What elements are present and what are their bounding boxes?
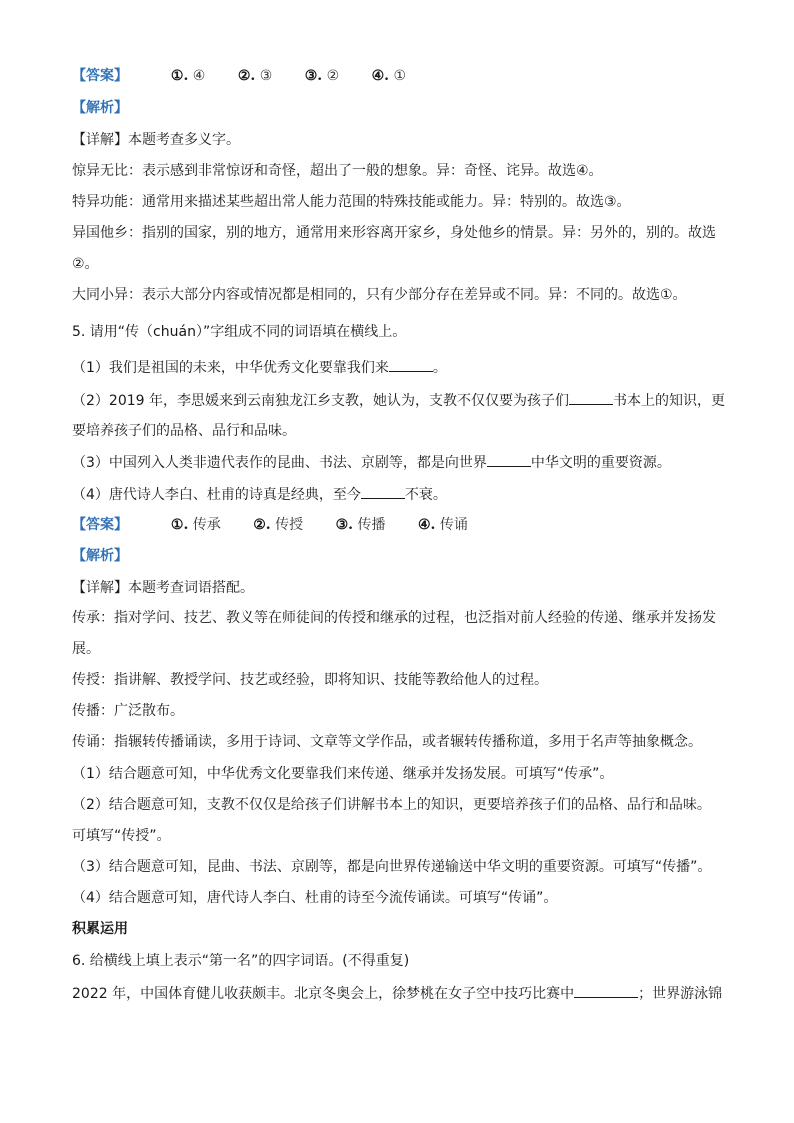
q4-answer-1: ①. ④ — [170, 68, 206, 84]
blank-line[interactable] — [361, 484, 405, 499]
q5-answer-2: ②. 传授 — [253, 517, 304, 533]
q5-answer-line — [72, 515, 734, 535]
q4-answer-line — [72, 66, 734, 86]
q4-analysis-label: 【解析】 — [72, 100, 128, 116]
blank-line[interactable] — [569, 390, 613, 405]
q5-analysis-label: 【解析】 — [72, 548, 128, 564]
q5-explain-line: 传诵：指辗转传播诵读，多用于诗词、文章等文学作品，或者辗转传播称道，多用于名声等抽象概念。 — [72, 734, 702, 750]
q5-explain-line: （2）结合题意可知，支教不仅仅是给孩子们讲解书本上的知识，更要培养孩子们的品格、品行和品味。 — [72, 797, 711, 813]
q5-sentence-2-cont: 要培养孩子们的品格、品行和品味。 — [72, 423, 296, 439]
q5-detail: 【详解】本题考查词语搭配。 — [72, 580, 254, 596]
answer-label: 【答案】 — [72, 517, 128, 533]
q4-explain-line: 异国他乡：指别的国家，别的地方，通常用来形容离开家乡，身处他乡的情景。异：另外的，别的。故选 — [72, 225, 716, 241]
q5-stem: 5. 请用“传（chuán）”字组成不同的词语填在横线上。 — [72, 324, 407, 340]
q4-explain-line: 大同小异：表示大部分内容或情况都是相同的，只有少部分存在差异或不同。异：不同的。故选①。 — [72, 287, 687, 303]
q5-explain-line: 可填写“传授”。 — [72, 828, 171, 844]
q5-explain-line: 展。 — [72, 641, 100, 657]
blank-line[interactable] — [574, 983, 638, 998]
q4-answer-4: ④. ① — [371, 68, 407, 84]
q5-sentence-1: （1）我们是祖国的未来，中华优秀文化要靠我们来 。 — [72, 357, 734, 378]
q5-sentence-3: （3）中国列入人类非遗代表作的昆曲、书法、京剧等，都是向世界 中华文明的重要资源。 — [72, 452, 734, 473]
q4-answer-3: ③. ② — [304, 68, 340, 84]
q5-explain-line: 传承：指对学问、技艺、教义等在师徒间的传授和继承的过程，也泛指对前人经验的传递、继承并发扬发 — [72, 610, 716, 626]
q5-answer-1: ①. 传承 — [170, 517, 221, 533]
q5-sentence-4: （4）唐代诗人李白、杜甫的诗真是经典，至今 不衰。 — [72, 484, 734, 505]
q6-line: 2022 年，中国体育健儿收获颇丰。北京冬奥会上，徐梦桃在女子空中技巧比赛中 ；世界游泳锦 — [72, 983, 734, 1004]
blank-line[interactable] — [487, 452, 531, 467]
q5-sentence-2: （2）2019 年，李思媛来到云南独龙江乡支教，她认为，支教不仅仅要为孩子们 书本上的知识，更 — [72, 390, 734, 411]
section-heading: 积累运用 — [72, 921, 128, 937]
q4-explain-line: ②。 — [72, 256, 99, 272]
q5-explain-line: 传授：指讲解、教授学问、技艺或经验，即将知识、技能等教给他人的过程。 — [72, 672, 548, 688]
q4-explain-line: 特异功能：通常用来描述某些超出常人能力范围的特殊技能或能力。异：特别的。故选③。 — [72, 194, 631, 210]
q5-explain-line: （1）结合题意可知，中华优秀文化要靠我们来传递、继承并发扬发展。可填写“传承”。 — [72, 766, 614, 782]
q5-explain-line: （4）结合题意可知，唐代诗人李白、杜甫的诗至今流传诵读。可填写“传诵”。 — [72, 890, 558, 906]
blank-line[interactable] — [389, 357, 433, 372]
q4-detail: 【详解】本题考查多义字。 — [72, 132, 240, 148]
q4-explain-line: 惊异无比：表示感到非常惊讶和奇怪，超出了一般的想象。异：奇怪、诧异。故选④。 — [72, 163, 603, 179]
q5-answer-3: ③. 传播 — [335, 517, 386, 533]
answer-label: 【答案】 — [72, 68, 128, 84]
q5-explain-line: （3）结合题意可知，昆曲、书法、京剧等，都是向世界传递输送中华文明的重要资源。可填写“传播”。 — [72, 859, 712, 875]
q5-answer-4: ④. 传诵 — [417, 517, 468, 533]
q4-answer-2: ②. ③ — [237, 68, 273, 84]
q6-stem: 6. 给横线上填上表示“第一名”的四字词语。(不得重复) — [72, 953, 410, 969]
q5-explain-line: 传播：广泛散布。 — [72, 703, 184, 719]
